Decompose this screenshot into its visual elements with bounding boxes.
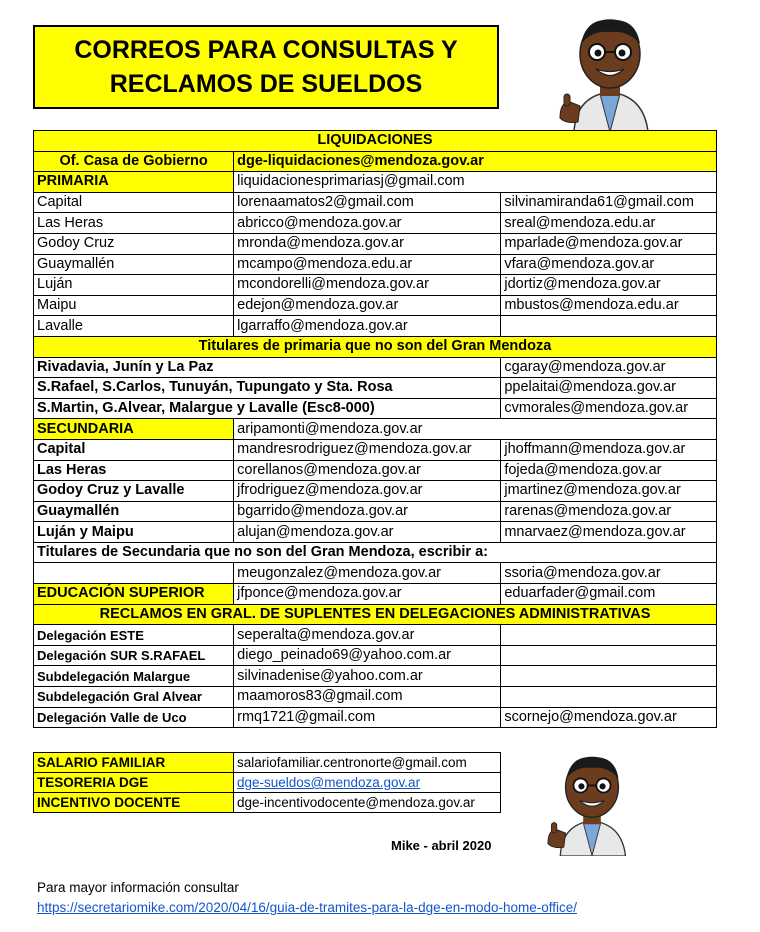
email-cell: bgarrido@mendoza.gov.ar: [234, 501, 501, 522]
casa-gobierno-email: dge-liquidaciones@mendoza.gov.ar: [234, 151, 717, 172]
table-row: [34, 604, 717, 625]
email-cell: fojeda@mendoza.gov.ar: [501, 460, 717, 481]
table-row: [34, 793, 501, 813]
table-row: [34, 666, 717, 687]
dept-cell: S.Rafael, S.Carlos, Tunuyán, Tupungato y Sta. Rosa: [34, 378, 501, 399]
incentivo-docente-email: dge-incentivodocente@mendoza.gov.ar: [234, 793, 501, 813]
incentivo-docente-label: INCENTIVO DOCENTE: [34, 793, 234, 813]
dept-cell: Las Heras: [34, 460, 234, 481]
empty-cell: [34, 563, 234, 584]
email-cell: jfponce@mendoza.gov.ar: [234, 584, 501, 605]
primaria-label: PRIMARIA: [34, 172, 234, 193]
deleg-cell: Delegación Valle de Uco: [34, 707, 234, 728]
table-row: [34, 522, 717, 543]
table-row: [34, 378, 717, 399]
email-cell: jhoffmann@mendoza.gov.ar: [501, 439, 717, 460]
email-cell: mnarvaez@mendoza.gov.ar: [501, 522, 717, 543]
dept-cell: Maipu: [34, 295, 234, 316]
dept-cell: Capital: [34, 439, 234, 460]
primaria-email: liquidacionesprimariasj@gmail.com: [234, 172, 717, 193]
email-cell: seperalta@mendoza.gov.ar: [234, 625, 501, 646]
salario-familiar-email: salariofamiliar.centronorte@gmail.com: [234, 753, 501, 773]
deleg-cell: Subdelegación Gral Alvear: [34, 687, 234, 708]
table-row: [34, 563, 717, 584]
table-row: [34, 419, 717, 440]
email-cell: lgarraffo@mendoza.gov.ar: [234, 316, 501, 337]
email-cell: [501, 687, 717, 708]
signature: Mike - abril 2020: [391, 838, 492, 853]
cartoon-man-icon: [544, 752, 640, 856]
table-row: [34, 213, 717, 234]
email-cell: [501, 316, 717, 337]
title-line-1: CORREOS PARA CONSULTAS Y: [74, 36, 458, 64]
email-cell: eduarfader@gmail.com: [501, 584, 717, 605]
email-cell: meugonzalez@mendoza.gov.ar: [234, 563, 501, 584]
cartoon-man-icon: [556, 14, 664, 132]
tesoreria-email: [234, 773, 501, 793]
email-cell: mcondorelli@mendoza.gov.ar: [234, 275, 501, 296]
email-cell: [501, 645, 717, 666]
email-cell: scornejo@mendoza.gov.ar: [501, 707, 717, 728]
table-row: [34, 254, 717, 275]
table-row: [34, 645, 717, 666]
email-cell: jdortiz@mendoza.gov.ar: [501, 275, 717, 296]
email-cell: diego_peinado69@yahoo.com.ar: [234, 645, 501, 666]
liquidaciones-header: LIQUIDACIONES: [34, 131, 717, 152]
dept-cell: Rivadavia, Junín y La Paz: [34, 357, 501, 378]
table-row: [34, 773, 501, 793]
dept-cell: Godoy Cruz: [34, 233, 234, 254]
email-cell: [501, 666, 717, 687]
table-row: [34, 233, 717, 254]
email-cell: ssoria@mendoza.gov.ar: [501, 563, 717, 584]
table-row: [34, 707, 717, 728]
email-cell: mronda@mendoza.gov.ar: [234, 233, 501, 254]
email-cell: cvmorales@mendoza.gov.ar: [501, 398, 717, 419]
casa-gobierno-label: Of. Casa de Gobierno: [34, 151, 234, 172]
email-cell: alujan@mendoza.gov.ar: [234, 522, 501, 543]
dept-cell: Luján y Maipu: [34, 522, 234, 543]
secundaria-email: aripamonti@mendoza.gov.ar: [234, 419, 717, 440]
email-cell: rarenas@mendoza.gov.ar: [501, 501, 717, 522]
email-cell: abricco@mendoza.gov.ar: [234, 213, 501, 234]
table-row: [34, 460, 717, 481]
dept-cell: Luján: [34, 275, 234, 296]
deleg-cell: Subdelegación Malargue: [34, 666, 234, 687]
email-cell: mparlade@mendoza.gov.ar: [501, 233, 717, 254]
dept-cell: Guaymallén: [34, 501, 234, 522]
table-row: [34, 336, 717, 357]
more-info-link[interactable]: https://secretariomike.com/2020/04/16/guia-de-tramites-para-la-dge-en-modo-home-office/: [37, 900, 578, 915]
email-cell: mbustos@mendoza.edu.ar: [501, 295, 717, 316]
dept-cell: Las Heras: [34, 213, 234, 234]
dept-cell: Godoy Cruz y Lavalle: [34, 481, 234, 502]
email-cell: jfrodriguez@mendoza.gov.ar: [234, 481, 501, 502]
table-row: [34, 687, 717, 708]
email-cell: ppelaitai@mendoza.gov.ar: [501, 378, 717, 399]
tesoreria-label: TESORERIA DGE: [34, 773, 234, 793]
table-row: [34, 295, 717, 316]
title-box: [33, 25, 499, 109]
table-row: [34, 625, 717, 646]
email-cell: lorenaamatos2@gmail.com: [234, 192, 501, 213]
titulares-primaria-header: Titulares de primaria que no son del Gran Mendoza: [34, 336, 717, 357]
email-cell: silvinadenise@yahoo.com.ar: [234, 666, 501, 687]
email-cell: jmartinez@mendoza.gov.ar: [501, 481, 717, 502]
suplentes-header: RECLAMOS EN GRAL. DE SUPLENTES EN DELEGACIONES ADMINISTRATIVAS: [34, 604, 717, 625]
superior-label: EDUCACIÓN SUPERIOR: [34, 584, 234, 605]
table-row: [34, 316, 717, 337]
main-table: [33, 130, 717, 728]
table-row: [34, 501, 717, 522]
table-row: [34, 439, 717, 460]
table-row: [34, 192, 717, 213]
email-cell: silvinamiranda61@gmail.com: [501, 192, 717, 213]
title-line-2: RECLAMOS DE SUELDOS: [109, 70, 423, 98]
email-cell: vfara@mendoza.gov.ar: [501, 254, 717, 275]
more-info-text: Para mayor información consultar: [37, 880, 239, 895]
deleg-cell: Delegación ESTE: [34, 625, 234, 646]
email-cell: sreal@mendoza.edu.ar: [501, 213, 717, 234]
extra-table: [33, 752, 501, 813]
email-cell: mandresrodriguez@mendoza.gov.ar: [234, 439, 501, 460]
table-row: [34, 131, 717, 152]
email-cell: cgaray@mendoza.gov.ar: [501, 357, 717, 378]
table-row: [34, 398, 717, 419]
table-row: [34, 481, 717, 502]
table-row: [34, 151, 717, 172]
table-row: [34, 584, 717, 605]
salario-familiar-label: SALARIO FAMILIAR: [34, 753, 234, 773]
table-row: [34, 172, 717, 193]
email-cell: corellanos@mendoza.gov.ar: [234, 460, 501, 481]
email-cell: rmq1721@gmail.com: [234, 707, 501, 728]
table-row: [34, 357, 717, 378]
email-cell: edejon@mendoza.gov.ar: [234, 295, 501, 316]
table-row: [34, 753, 501, 773]
dept-cell: S.Martin, G.Alvear, Malargue y Lavalle (Esc8-000): [34, 398, 501, 419]
email-cell: mcampo@mendoza.edu.ar: [234, 254, 501, 275]
deleg-cell: Delegación SUR S.RAFAEL: [34, 645, 234, 666]
secundaria-label: SECUNDARIA: [34, 419, 234, 440]
titulares-secundaria-header: Titulares de Secundaria que no son del Gran Mendoza, escribir a:: [34, 542, 717, 563]
tesoreria-email-link[interactable]: dge-sueldos@mendoza.gov.ar: [237, 775, 421, 790]
table-row: [34, 542, 717, 563]
table-row: [34, 275, 717, 296]
dept-cell: Lavalle: [34, 316, 234, 337]
email-cell: maamoros83@gmail.com: [234, 687, 501, 708]
email-cell: [501, 625, 717, 646]
dept-cell: Guaymallén: [34, 254, 234, 275]
dept-cell: Capital: [34, 192, 234, 213]
